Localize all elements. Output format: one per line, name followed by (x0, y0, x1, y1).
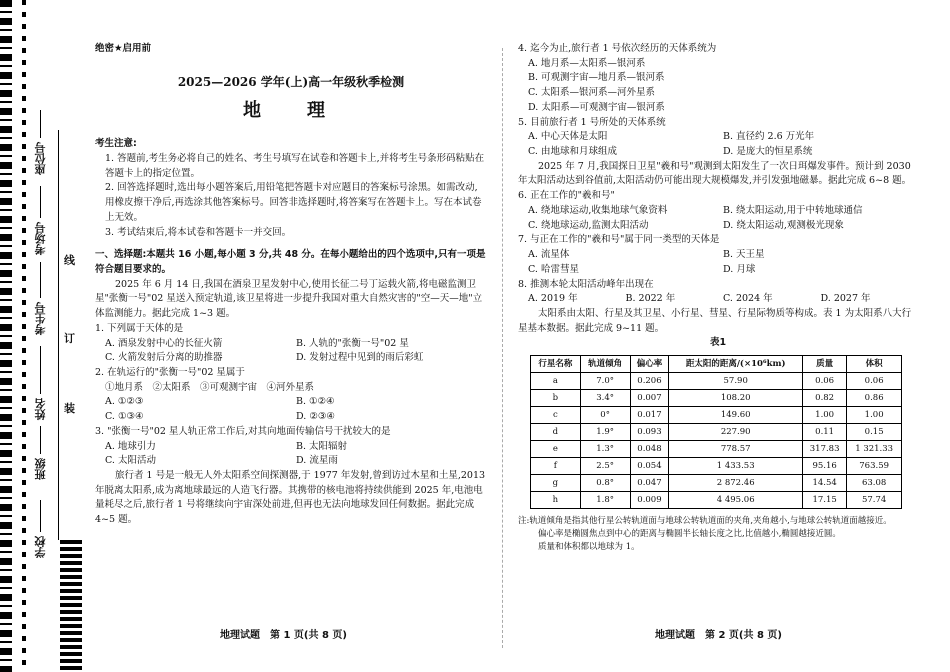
question-1-options-row2 (95, 351, 487, 366)
q5-option-b[interactable]: B. 直径约 2.6 万光年 (723, 131, 815, 143)
table-note-2: 偏心率是椭圆焦点到中心的距离与椭圆半长轴长度之比,比值越小,椭圆越接近圆。 (538, 529, 841, 540)
table-cell: 227.90 (669, 424, 803, 441)
table-cell: 1.00 (847, 407, 902, 424)
q3-option-a[interactable]: A. 地球引力 (105, 440, 156, 452)
notice-3: 3. 考试结束后,将本试卷和答题卡一并交回。 (105, 226, 292, 238)
section-1-heading: 一、选择题:本题共 16 小题,每小题 3 分,共 48 分。在每小题给出的四个选项中,只有一项是符合题目要求的。 (95, 249, 486, 275)
binding-zhuang-mark: 装 (64, 402, 75, 415)
table-cell: 17.15 (802, 492, 846, 509)
q2-option-a[interactable]: A. ①②③ (105, 396, 144, 408)
table-caption: 表1 (709, 337, 727, 349)
q2-option-b[interactable]: B. ①②④ (296, 396, 335, 408)
question-1-options (95, 337, 487, 352)
table-body (531, 373, 902, 509)
q8-option-d[interactable]: D. 2027 年 (820, 293, 871, 305)
intro-4: 太阳系由太阳、行星及其卫星、小行星、彗星、行星际物质等构成。表 1 为太阳系八大行星基本数据。据此完成 9~11 题。 (518, 307, 912, 334)
binding-line (58, 130, 59, 540)
question-5-options-row2 (518, 145, 918, 160)
table-cell: 317.83 (802, 441, 846, 458)
exam-no-blank[interactable] (40, 262, 41, 298)
q7-option-d[interactable]: D. 月球 (723, 263, 756, 275)
question-7: 7. 与正在工作的"羲和号"属于同一类型的天体是 (518, 234, 720, 246)
question-6: 6. 正在工作的"羲和号" (518, 190, 615, 202)
school-label: 学校 (34, 536, 47, 558)
page-1 (95, 42, 487, 528)
table-cell: 0.009 (630, 492, 669, 509)
header-cell: 偏心率 (630, 356, 669, 373)
q8-option-a[interactable]: A. 2019 年 (528, 293, 578, 305)
q6-option-b[interactable]: B. 绕太阳运动,用于中转地球通信 (723, 204, 863, 216)
q2-option-d[interactable]: D. ②③④ (296, 411, 335, 423)
question-6-options (518, 204, 918, 219)
q3-option-d[interactable]: D. 流星雨 (296, 455, 338, 467)
table-cell: 0.054 (630, 458, 669, 475)
q1-option-c[interactable]: C. 火箭发射后分离的助推器 (105, 352, 223, 364)
question-1: 1. 下列属于天体的是 (95, 322, 184, 334)
school-blank[interactable] (40, 500, 41, 532)
question-2-items: ①地月系 ②太阳系 ③可观测宇宙 ④河外星系 (105, 381, 315, 393)
table-cell: 0.15 (847, 424, 902, 441)
table-cell: f (531, 458, 581, 475)
seat-blank[interactable] (40, 110, 41, 138)
table-cell: 3.4° (580, 390, 630, 407)
table-cell: 14.54 (802, 475, 846, 492)
table-cell: 0.82 (802, 390, 846, 407)
table-cell: 1.3° (580, 441, 630, 458)
q7-option-b[interactable]: B. 天王星 (723, 249, 765, 261)
question-3-options (95, 440, 487, 455)
table-cell: g (531, 475, 581, 492)
q5-option-d[interactable]: D. 是庞大的恒星系统 (723, 146, 813, 158)
name-blank[interactable] (40, 346, 41, 394)
q4-option-c[interactable]: C. 太阳系—银河系—河外星系 (528, 87, 655, 99)
table-row (531, 458, 902, 475)
table-cell: 108.20 (669, 390, 803, 407)
header-cell: 质量 (802, 356, 846, 373)
table-row (531, 475, 902, 492)
table-cell: 0.093 (630, 424, 669, 441)
q4-option-d[interactable]: D. 太阳系—可观测宇宙—银河系 (528, 101, 665, 113)
table-cell: 0.047 (630, 475, 669, 492)
header-cell: 距太阳的距离/(×10⁶km) (669, 356, 803, 373)
q4-option-a[interactable]: A. 地月系—太阳系—银河系 (528, 57, 646, 69)
question-3: 3. "张衡一号"02 星人轨正常工作后,对其向地面传输信号干扰较大的是 (95, 425, 391, 437)
class-blank[interactable] (40, 426, 41, 454)
q3-option-c[interactable]: C. 太阳活动 (105, 455, 156, 467)
q6-option-a[interactable]: A. 绕地球运动,收集地球气象资料 (528, 204, 668, 216)
table-cell: 4 495.06 (669, 492, 803, 509)
question-2: 2. 在轨运行的"张衡一号"02 星属于 (95, 366, 245, 378)
table-cell: 2.5° (580, 458, 630, 475)
q8-option-c[interactable]: C. 2024 年 (723, 293, 773, 305)
table-cell: 1.00 (802, 407, 846, 424)
exam-title: 2025—2026 学年(上)高一年级秋季检测 (177, 74, 405, 89)
page-2-footer: 地理试题 第 2 页(共 8 页) (655, 630, 782, 641)
q7-option-c[interactable]: C. 哈雷彗星 (528, 263, 579, 275)
secret-label: 绝密★启用前 (95, 43, 152, 54)
table-cell: 2 872.46 (669, 475, 803, 492)
table-cell: 7.0° (580, 373, 630, 390)
q3-option-b[interactable]: B. 太阳辐射 (296, 440, 348, 452)
binding-xian-mark: 线 (64, 254, 75, 267)
table-header-row (531, 356, 902, 373)
table-cell: h (531, 492, 581, 509)
table-cell: e (531, 441, 581, 458)
intro-2: 旅行者 1 号是一般无人外太阳系空间探测器,于 1977 年发射,曾到访过木星和土星,2013 年脱离太阳系,成为离地球最远的人造飞行器。其携带的核电池将持续供能到 2025 年,电池电量耗尽之后,旅行者 1 号将继续向宇宙深处前进,但再也无法向地球发回任何数据。据此完成 4~5 题。 (95, 470, 486, 526)
page-divider (502, 48, 503, 648)
page-2 (518, 42, 918, 555)
table-cell: 0.017 (630, 407, 669, 424)
q1-option-a[interactable]: A. 酒泉发射中心的长征火箭 (105, 337, 223, 349)
question-4: 4. 迄今为止,旅行者 1 号依次经历的天体系统为 (518, 43, 717, 54)
question-6-options-row2 (518, 219, 918, 234)
table-cell: 63.08 (847, 475, 902, 492)
table-cell: b (531, 390, 581, 407)
table-row (531, 492, 902, 509)
table-note-3: 质量和体积都以地球为 1。 (538, 542, 640, 553)
notice-1: 1. 答题前,考生务必将自己的姓名、考生号填写在试卷和答题卡上,并将考生号条形码粘贴在答题卡上的指定位置。 (105, 152, 485, 179)
table-cell: c (531, 407, 581, 424)
seat-label: 座位号 (34, 142, 47, 175)
name-label: 姓名 (34, 398, 47, 420)
table-cell: a (531, 373, 581, 390)
table-cell: 95.16 (802, 458, 846, 475)
question-5-options (518, 130, 918, 145)
notice-heading: 考生注意: (95, 138, 137, 150)
table-cell: 0° (580, 407, 630, 424)
header-cell: 行星名称 (531, 356, 581, 373)
q7-option-a[interactable]: A. 流星体 (528, 249, 570, 261)
page-1-footer: 地理试题 第 1 页(共 8 页) (220, 630, 347, 641)
q1-option-d[interactable]: D. 发射过程中见到的雨后彩虹 (296, 352, 424, 364)
q8-option-b[interactable]: B. 2022 年 (625, 293, 676, 305)
binding-ding-mark: 订 (64, 332, 75, 345)
header-cell: 轨道倾角 (580, 356, 630, 373)
table-cell: 1 321.33 (847, 441, 902, 458)
table-note-1: 注:轨道倾角是指其他行星公转轨道面与地球公转轨道面的夹角,夹角越小,与地球公转轨道面越接近。 (518, 516, 892, 527)
q2-option-c[interactable]: C. ①③④ (105, 411, 144, 423)
table-cell: 0.8° (580, 475, 630, 492)
q6-option-c[interactable]: C. 绕地球运动,监测太阳活动 (528, 219, 649, 231)
table-cell: 1.9° (580, 424, 630, 441)
table-cell: 0.06 (802, 373, 846, 390)
table-row (531, 441, 902, 458)
exam-room-label: 考场号 (34, 222, 47, 255)
notice-2: 2. 回答选择题时,选出每小题答案后,用铅笔把答题卡对应题目的答案标号涂黑。如需改动,用橡皮擦干净后,再选涂其他答案标号。回答非选择题时,将答案写在答题卡上。写在本试卷上无效。 (105, 182, 482, 223)
q5-option-a[interactable]: A. 中心天体是太阳 (528, 131, 608, 143)
intro-3: 2025 年 7 月,我国探日卫星"羲和号"观测到太阳发生了一次日珥爆发事件。预计到 2030 年太阳活动达到谷值前,太阳活动仍可能出现大规模爆发,并引发强地磁暴。据此完成 6~8 题。 (518, 160, 912, 187)
table-cell: 149.60 (669, 407, 803, 424)
question-5: 5. 目前旅行者 1 号所处的天体系统 (518, 116, 666, 128)
table-cell: 0.206 (630, 373, 669, 390)
question-2-options (95, 395, 487, 410)
question-3-options-row2 (95, 454, 487, 469)
table-cell: 0.007 (630, 390, 669, 407)
question-7-options (518, 248, 918, 263)
binding-dash-strip (22, 0, 26, 672)
table-cell: 0.048 (630, 441, 669, 458)
exam-room-blank[interactable] (40, 186, 41, 218)
table-cell: 1.8° (580, 492, 630, 509)
table-cell: 763.59 (847, 458, 902, 475)
binding-stripes (60, 540, 82, 672)
intro-1: 2025 年 6 月 14 日,我国在酒泉卫星发射中心,使用长征二号丁运载火箭,将电磁监测卫星"张衡一号"02 星送入预定轨道,该卫星将进一步提升我国对重大自然灾害的"空—天—地"立体监测能力。据此完成 1~3 题。 (95, 278, 483, 320)
table-cell: 0.11 (802, 424, 846, 441)
subject-title: 地 理 (243, 100, 339, 122)
binding-barcode-strip (0, 0, 12, 672)
table-row (531, 390, 902, 407)
table-cell: 0.86 (847, 390, 902, 407)
table-cell: 778.57 (669, 441, 803, 458)
table-row (531, 373, 902, 390)
table-cell: 1 433.53 (669, 458, 803, 475)
table-row (531, 424, 902, 441)
exam-no-label: 考生号 (34, 302, 47, 335)
question-2-options-row2 (95, 410, 487, 425)
class-label: 班级 (34, 458, 47, 480)
q4-option-b[interactable]: B. 可观测宇宙—地月系—银河系 (528, 72, 665, 84)
table-cell: 0.06 (847, 373, 902, 390)
planet-data-table (530, 355, 902, 509)
question-7-options-row2 (518, 263, 918, 278)
table-cell: 57.90 (669, 373, 803, 390)
q1-option-b[interactable]: B. 人轨的"张衡一号"02 星 (296, 337, 409, 349)
q5-option-c[interactable]: C. 由地球和月球组成 (528, 146, 617, 158)
question-8: 8. 推测本轮太阳活动峰年出现在 (518, 278, 654, 290)
header-cell: 体积 (847, 356, 902, 373)
table-cell: 57.74 (847, 492, 902, 509)
q6-option-d[interactable]: D. 绕太阳运动,观测极光现象 (723, 219, 844, 231)
table-cell: d (531, 424, 581, 441)
question-8-options (518, 292, 918, 307)
table-row (531, 407, 902, 424)
